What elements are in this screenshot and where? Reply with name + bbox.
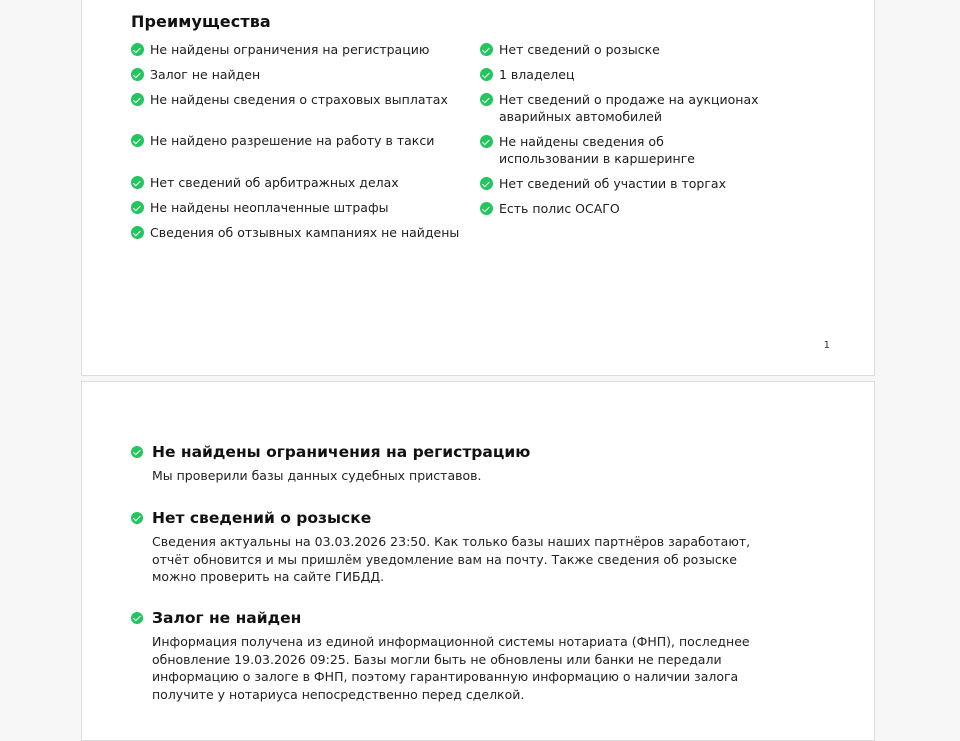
advantage-item: Нет сведений об арбитражных делах — [131, 174, 476, 191]
advantage-item: Не найдены ограничения на регистрацию — [131, 41, 476, 58]
page-number: 1 — [823, 340, 830, 351]
advantage-item: Нет сведений об участии в торгах — [480, 175, 825, 192]
check-circle-icon — [480, 93, 493, 106]
check-circle-icon — [480, 43, 493, 56]
check-circle-icon — [131, 176, 144, 189]
check-circle-icon — [131, 512, 143, 524]
check-circle-icon — [480, 68, 493, 81]
check-circle-icon — [131, 201, 144, 214]
check-circle-icon — [131, 68, 144, 81]
advantage-item: Не найдено разрешение на работу в такси — [131, 132, 476, 149]
advantage-item: Залог не найден — [131, 66, 476, 83]
check-circle-icon — [131, 226, 144, 239]
check-circle-icon — [131, 134, 144, 147]
detail-body: Информация получена из единой информационной системы нотариата (ФНП), последнее обновление 19.03.2026 09:25. Базы могли быть не обновлены или банки не передали информацию о залоге в ФНП, поэтому гарантированную информацию о наличии залога получите у нотариуса непосредственно перед сделкой. — [152, 634, 750, 702]
detail-header — [131, 509, 811, 527]
detail-section — [131, 609, 811, 703]
advantage-item: Не найдены неоплаченные штрафы — [131, 199, 476, 216]
detail-body: Сведения актуальны на 03.03.2026 23:50. Как только базы наших партнёров заработают, отчёт обновится и мы пришлём уведомление вам на почту. Также сведения об розыске можно проверить на сайте ГИБДД. — [152, 534, 751, 584]
check-circle-icon — [480, 202, 493, 215]
detail-header — [131, 609, 811, 627]
check-circle-icon — [131, 446, 143, 458]
detail-section — [131, 443, 811, 485]
advantage-item: Не найдены сведения о страховых выплатах — [131, 91, 476, 108]
advantages-left-column — [131, 41, 476, 249]
report-page-2 — [81, 381, 875, 741]
check-circle-icon — [131, 43, 144, 56]
check-circle-icon — [131, 612, 143, 624]
advantage-item: Не найдены сведения об использовании в каршеринге — [480, 133, 825, 167]
report-page-1 — [81, 0, 875, 376]
advantage-item: Сведения об отзывных кампаниях не найдены — [131, 224, 476, 241]
advantage-item: Есть полис ОСАГО — [480, 200, 825, 217]
detail-header — [131, 443, 811, 461]
advantages-title: Преимущества — [131, 12, 271, 31]
detail-title: Не найдены ограничения на регистрацию — [152, 443, 531, 461]
detail-body: Мы проверили базы данных судебных приставов. — [152, 468, 482, 483]
detail-title: Нет сведений о розыске — [152, 509, 372, 527]
detail-section — [131, 509, 811, 586]
advantage-item: Нет сведений о розыске — [480, 41, 825, 58]
check-circle-icon — [480, 135, 493, 148]
check-circle-icon — [480, 177, 493, 190]
detail-title: Залог не найден — [152, 609, 302, 627]
advantage-item: Нет сведений о продаже на аукционах аварийных автомобилей — [480, 91, 825, 125]
advantages-right-column — [480, 41, 825, 225]
check-circle-icon — [131, 93, 144, 106]
advantage-item: 1 владелец — [480, 66, 825, 83]
